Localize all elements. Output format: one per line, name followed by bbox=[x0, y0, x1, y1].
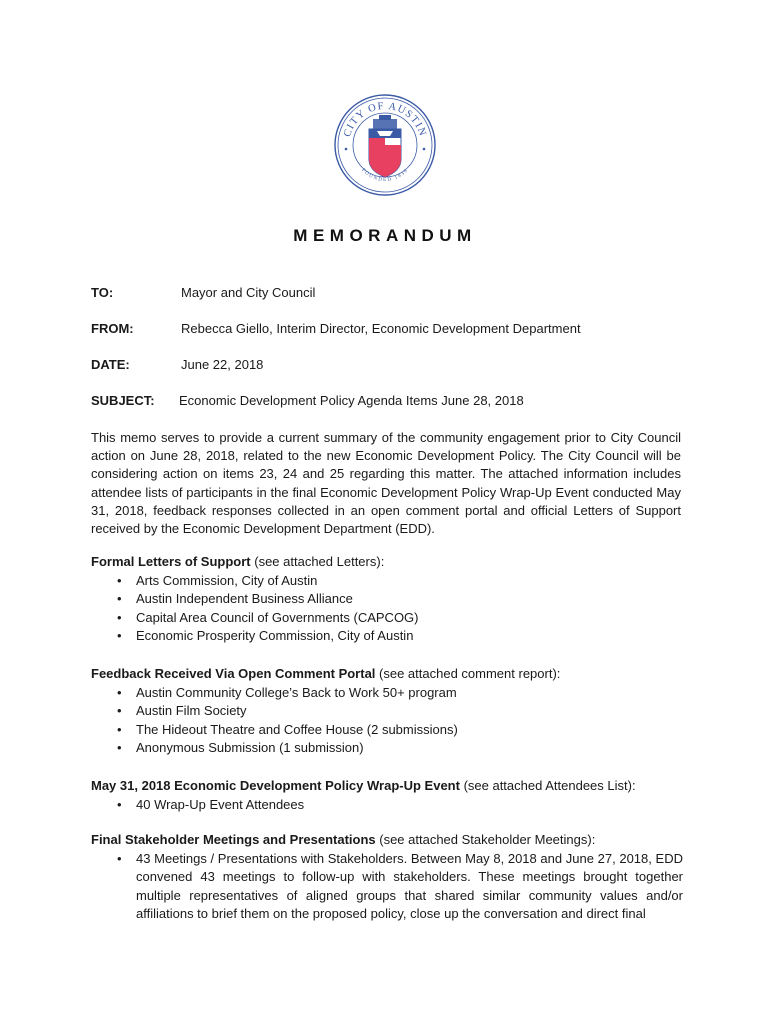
section-open-comment-portal bbox=[91, 665, 683, 758]
list-item: • Arts Commission, City of Austin bbox=[117, 572, 318, 588]
memo-title: MEMORANDUM bbox=[293, 226, 477, 245]
list-item: • Austin Independent Business Alliance bbox=[117, 591, 353, 606]
list-item: • 43 Meetings / Presentations with Stakeholders. Between May 8, 2018 and June 27, 2018, EDD convened 43 meetings to follow-up with stakeholders. These meetings brought together multiple representatives of aligned groups that shared similar community values and/or affiliations to brief them on the proposed policy, close up the conversation and direct final bbox=[117, 850, 683, 921]
intro-paragraph: This memo serves to provide a current summary of the community engagement prior to City Council action on June 28, 2018, related to the new Economic Development Policy. The City Council will be considering action on items 23, 24 and 25 regarding this matter. The attached information includes attendee lists of participants in the final Economic Development Policy Wrap-Up Event conducted May 31, 2018, feedback responses collected in an open comment portal and official Letters of Support received by the Economic Development Department (EDD). bbox=[91, 430, 681, 537]
from-value: Rebecca Giello, Interim Director, Economic Development Department bbox=[181, 321, 581, 336]
svg-text:CITY OF AUSTIN: CITY OF AUSTIN bbox=[341, 100, 429, 139]
to-value: Mayor and City Council bbox=[181, 285, 316, 300]
section-stakeholder-meetings bbox=[91, 831, 683, 924]
list-item: • Austin Film Society bbox=[117, 703, 247, 718]
subject-value: Economic Development Policy Agenda Items June 28, 2018 bbox=[179, 393, 524, 408]
to-label: TO: bbox=[91, 285, 114, 300]
list-item: • Austin Community College’s Back to Work 50+ program bbox=[117, 684, 457, 700]
section-heading: May 31, 2018 Economic Development Policy Wrap-Up Event (see attached Attendees List): bbox=[91, 778, 636, 793]
city-of-austin-seal-icon bbox=[333, 93, 437, 197]
date-label: DATE: bbox=[91, 357, 130, 372]
section-letters-of-support bbox=[91, 553, 683, 646]
list-item: • Anonymous Submission (1 submission) bbox=[117, 740, 364, 755]
date-value: June 22, 2018 bbox=[181, 357, 264, 372]
from-label: FROM: bbox=[91, 321, 134, 336]
list-item: • The Hideout Theatre and Coffee House (2 submissions) bbox=[117, 721, 458, 737]
list-item: • 40 Wrap-Up Event Attendees bbox=[117, 796, 305, 812]
svg-text:FOUNDED 1839: FOUNDED 1839 bbox=[360, 167, 410, 184]
section-heading: Formal Letters of Support (see attached Letters): bbox=[91, 554, 385, 569]
list-item: • Capital Area Council of Governments (CAPCOG) bbox=[117, 609, 419, 625]
section-heading: Feedback Received Via Open Comment Portal (see attached comment report): bbox=[91, 666, 561, 681]
section-heading: Final Stakeholder Meetings and Presentations (see attached Stakeholder Meetings): bbox=[91, 832, 596, 847]
list-item: • Economic Prosperity Commission, City of Austin bbox=[117, 628, 414, 643]
subject-label: SUBJECT: bbox=[91, 393, 155, 408]
section-wrap-up-event bbox=[91, 777, 683, 814]
